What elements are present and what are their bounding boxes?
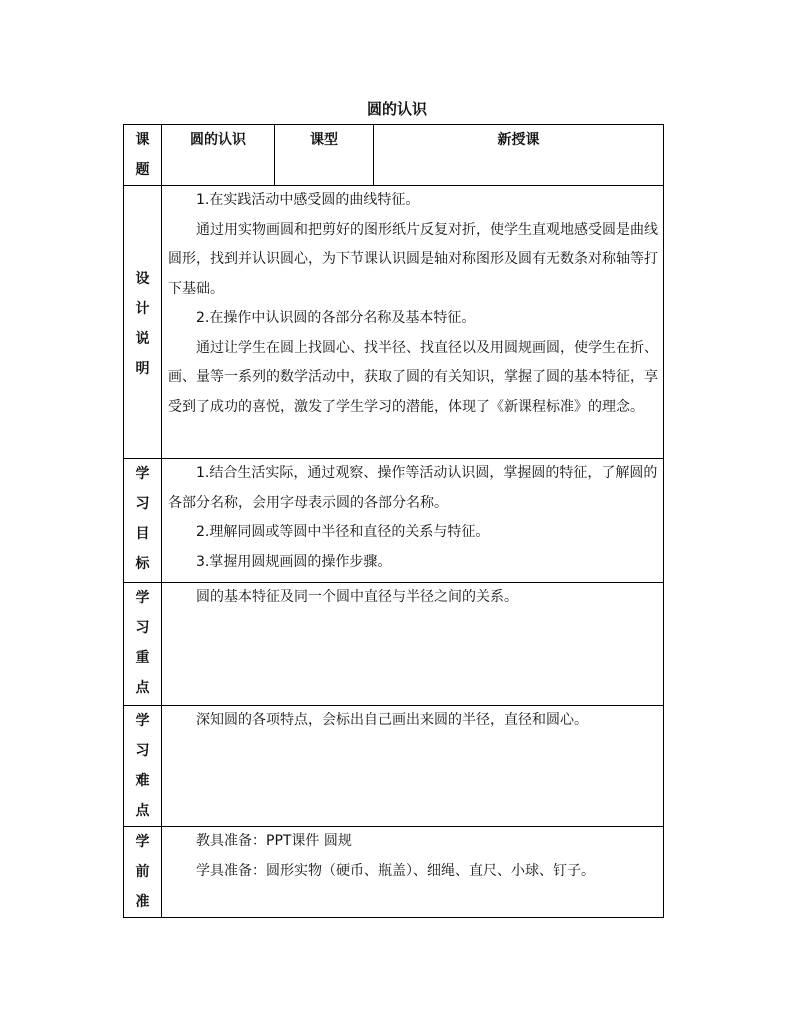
label-preparation <box>124 827 162 918</box>
label-char: 难 <box>135 773 150 789</box>
label-char: 标 <box>135 556 150 572</box>
paragraph: 1.在实践活动中感受圆的曲线特征。 <box>196 192 420 208</box>
label-char: 点 <box>135 680 150 696</box>
paragraph: 2.理解同圆或等圆中半径和直径的关系与特征。 <box>196 524 490 540</box>
row-difficulties <box>124 706 664 827</box>
label-topic <box>124 125 162 186</box>
type-label: 课型 <box>275 125 374 186</box>
label-char: 前 <box>135 864 150 880</box>
paragraph: 学具准备：圆形实物（硬币、瓶盖）、细绳、直尺、小球、钉子。 <box>196 862 595 879</box>
label-char: 题 <box>135 162 150 178</box>
paragraph: 深知圆的各项特点，会标出自己画出来圆的半径，直径和圆心。 <box>196 712 588 728</box>
row-preparation <box>124 827 664 918</box>
label-objectives <box>124 459 162 583</box>
paragraph: 3.掌握用圆规画圆的操作步骤。 <box>196 553 392 570</box>
label-char: 习 <box>135 620 150 636</box>
label-char: 学 <box>135 590 150 606</box>
preparation-content <box>162 827 664 918</box>
paragraph: 2.在操作中认识圆的各部分名称及基本特征。 <box>196 310 476 326</box>
label-char: 准 <box>135 894 150 910</box>
row-key-points <box>124 583 664 706</box>
difficulties-content <box>162 706 664 827</box>
label-char: 学 <box>135 466 150 482</box>
design-content <box>162 186 664 459</box>
paragraph: 通过让学生在圆上找圆心、找半径、找直径以及用圆规画圆，使学生在折、画、量等一系列的数学活动中，获取了圆的有关知识，掌握了圆的基本特征，享受到了成功的喜悦，激发了学生学习的潜能，体现了《新课程标准》的理念。 <box>168 339 658 415</box>
label-char: 明 <box>135 361 150 377</box>
label-char: 点 <box>135 803 150 819</box>
label-char: 学 <box>135 834 150 850</box>
paragraph: 圆的基本特征及同一个圆中直径与半径之间的关系。 <box>196 589 518 605</box>
label-char: 学 <box>135 713 150 729</box>
label-design <box>124 186 162 459</box>
row-objectives <box>124 459 664 583</box>
label-char: 课 <box>135 132 150 148</box>
paragraph: 教具准备：PPT课件 圆规 <box>196 833 352 849</box>
page-title: 圆的认识 <box>366 100 427 118</box>
header-row <box>124 125 664 186</box>
label-char: 习 <box>135 496 150 512</box>
label-key-points <box>124 583 162 706</box>
label-char: 重 <box>135 650 150 666</box>
key-points-content <box>162 583 664 706</box>
paragraph: 1.结合生活实际，通过观察、操作等活动认识圆，掌握圆的特征，了解圆的各部分名称，会用字母表示圆的各部分名称。 <box>168 465 658 511</box>
label-char: 目 <box>135 526 150 542</box>
label-char: 说 <box>135 331 150 347</box>
label-char: 计 <box>135 301 150 317</box>
label-difficulties <box>124 706 162 827</box>
lesson-plan-table <box>123 124 664 918</box>
paragraph: 通过用实物画圆和把剪好的图形纸片反复对折，使学生直观地感受圆是曲线圆形，找到并认识圆心，为下节课认识圆是轴对称图形及圆有无数条对称轴等打下基础。 <box>168 221 658 297</box>
topic-value: 圆的认识 <box>162 125 275 186</box>
label-char: 习 <box>135 743 150 759</box>
objectives-content <box>162 459 664 583</box>
type-value: 新授课 <box>374 125 664 186</box>
row-design <box>124 186 664 459</box>
label-char: 设 <box>135 271 150 287</box>
